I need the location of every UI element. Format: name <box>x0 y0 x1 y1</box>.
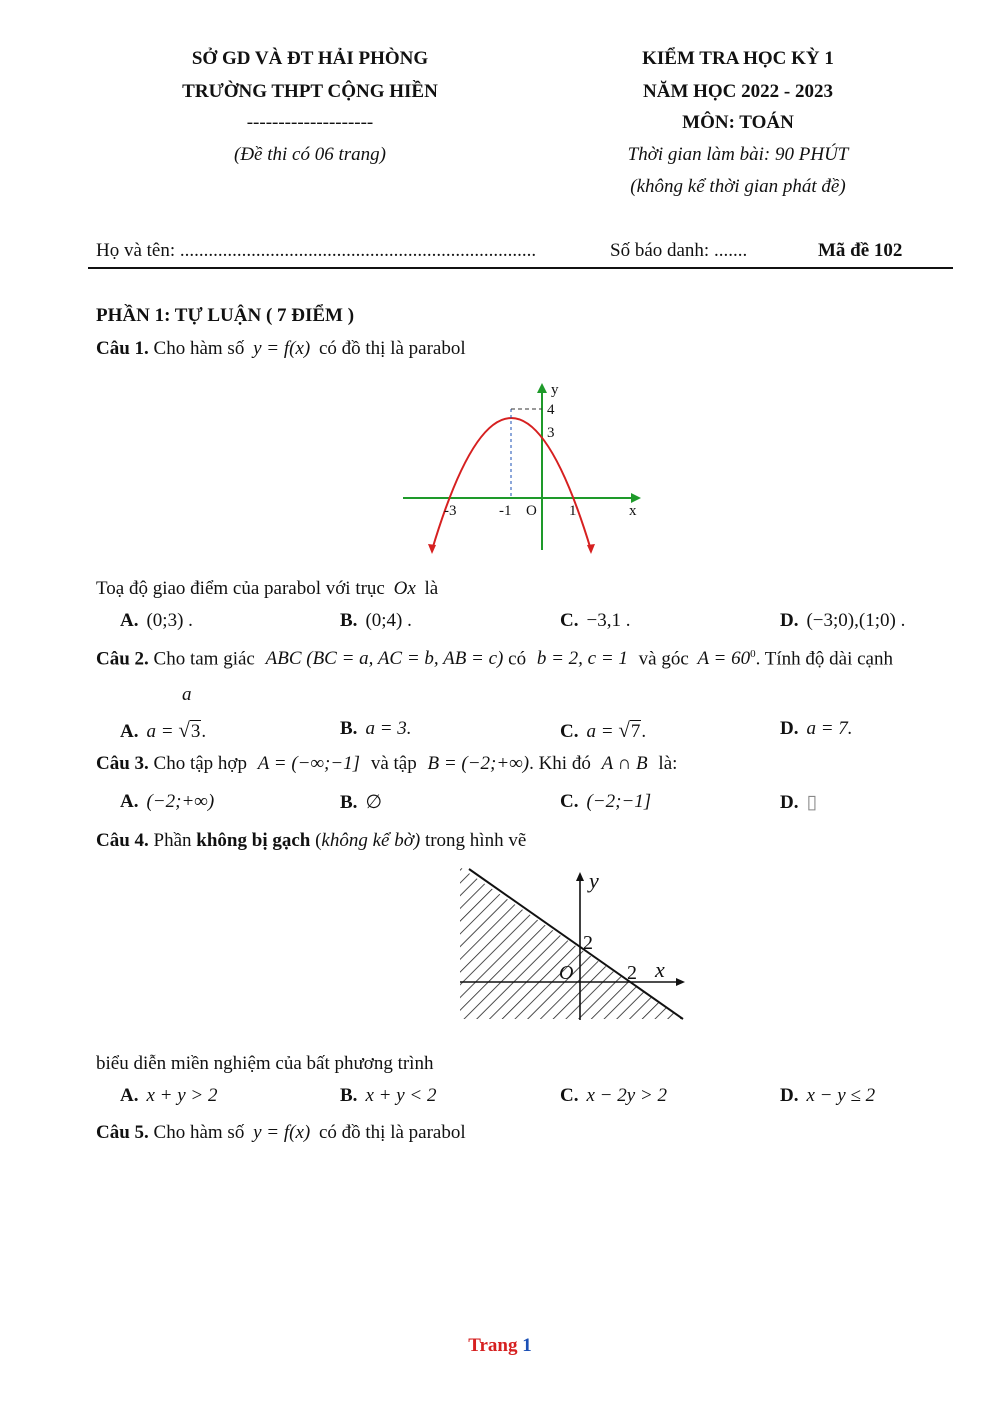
option-label: A. <box>120 1085 139 1106</box>
question-number: Câu 4. <box>96 830 149 851</box>
degree-sup: 0 <box>750 648 756 660</box>
page-count-note: (Đề thi có 06 trang) <box>234 144 386 165</box>
question-2-stem <box>96 648 893 670</box>
q3-option-a[interactable] <box>120 791 214 813</box>
y-tick-3: 3 <box>547 425 555 441</box>
option-label: A. <box>120 791 139 812</box>
option-label: B. <box>340 792 358 813</box>
inequality-graph-q4 <box>455 862 690 1022</box>
student-line-rule <box>88 267 953 269</box>
option-label: A. <box>120 721 139 742</box>
option-text: x − 2y > 2 <box>586 1085 667 1106</box>
option-label: D. <box>780 610 799 631</box>
option-label: C. <box>560 791 579 812</box>
part-title: PHẦN 1: TỰ LUẬN ( 7 ĐIỂM ) <box>96 305 355 326</box>
q3-option-d[interactable] <box>780 791 817 814</box>
q2-option-d[interactable] <box>780 718 853 740</box>
angle-expr: A = 60 <box>697 648 751 670</box>
option-label: B. <box>340 718 358 739</box>
y-axis-label: y <box>589 868 599 893</box>
option-label: D. <box>780 718 799 739</box>
triangle-expr: ABC (BC = a, AC = b, AB = c) <box>265 648 504 670</box>
stem-italic-text: không kể bờ) <box>321 830 421 851</box>
stem-text: . Khi đó <box>529 753 591 774</box>
student-id-field[interactable]: Số báo danh: ....... <box>610 240 748 261</box>
school-department: SỞ GD VÀ ĐT HẢI PHÒNG <box>191 48 429 69</box>
option-text: a = <box>146 721 174 742</box>
q1-option-c[interactable] <box>560 610 630 632</box>
option-label: C. <box>560 610 579 631</box>
sqrt-sign: √ <box>178 718 190 742</box>
question-number: Câu 1. <box>96 338 149 359</box>
option-text: x + y < 2 <box>365 1085 437 1106</box>
x-tick-neg3: -3 <box>444 503 457 519</box>
y-axis-label: y <box>551 382 559 398</box>
question-4-stem <box>96 830 526 852</box>
x-tick-neg1: -1 <box>499 503 512 519</box>
set-a-expr: A = (−∞;−1] <box>257 753 361 774</box>
q3-option-b[interactable] <box>340 791 382 814</box>
q1-option-a[interactable] <box>120 610 193 632</box>
option-label: B. <box>340 610 358 631</box>
sides-expr: b = 2, c = 1 <box>536 648 628 670</box>
question-number: Câu 3. <box>96 753 149 774</box>
q2-option-b[interactable] <box>340 718 412 740</box>
option-text: (−2;−1] <box>586 791 652 812</box>
x-axis-label: x <box>629 503 637 519</box>
prompt-text: là <box>424 578 439 599</box>
option-text: (−3;0),(1;0) . <box>806 610 906 631</box>
stem-text: Cho hàm số <box>153 338 245 359</box>
x-tick-2: 2 <box>627 962 637 984</box>
q4-option-b[interactable] <box>340 1085 436 1107</box>
question-number: Câu 2. <box>96 648 149 670</box>
stem-text: có đồ thị là parabol <box>318 1122 466 1143</box>
page-number <box>0 1335 1000 1357</box>
q1-option-b[interactable] <box>340 610 412 632</box>
stem-text: có <box>508 648 527 670</box>
stem-text: Cho hàm số <box>153 1122 245 1143</box>
question-3-stem <box>96 753 677 775</box>
option-text: ▯ <box>806 792 817 813</box>
option-text: x + y > 2 <box>146 1085 218 1106</box>
option-text: . <box>201 721 207 742</box>
option-text: x − y ≤ 2 <box>806 1085 876 1106</box>
q1-option-d[interactable] <box>780 610 905 632</box>
option-label: D. <box>780 1085 799 1106</box>
sqrt-sign: √ <box>618 718 630 742</box>
stem-bold-text: không bị gạch <box>196 830 311 851</box>
y-tick-4: 4 <box>547 402 555 418</box>
parabol-graph-q1 <box>395 378 650 560</box>
question-1-stem <box>96 338 466 360</box>
sqrt-radicand: 3 <box>190 721 201 742</box>
option-text: ∅ <box>365 792 382 813</box>
origin-label: O <box>526 503 537 519</box>
question-2-variable: a <box>182 684 192 705</box>
header-divider: -------------------- <box>246 112 374 133</box>
option-text: −3,1 . <box>586 610 631 631</box>
school-year: NĂM HỌC 2022 - 2023 <box>643 81 833 102</box>
subject: MÔN: TOÁN <box>682 112 794 133</box>
stem-text: và tập <box>370 753 417 774</box>
option-text: (0;4) . <box>365 610 412 631</box>
option-text: . <box>641 721 647 742</box>
school-name: TRƯỜNG THPT CỘNG HIỀN <box>182 81 438 102</box>
x-tick-1: 1 <box>569 503 577 519</box>
option-label: C. <box>560 721 579 742</box>
exam-title: KIỂM TRA HỌC KỲ 1 <box>642 48 834 69</box>
y-tick-2: 2 <box>583 932 593 954</box>
duration-note: (không kể thời gian phát đề) <box>630 176 846 197</box>
q4-option-a[interactable] <box>120 1085 218 1107</box>
student-name-field[interactable]: Họ và tên: ........................................................................... <box>96 240 537 261</box>
option-label: A. <box>120 610 139 631</box>
option-text: a = 7. <box>806 718 853 739</box>
option-text: a = <box>586 721 614 742</box>
option-label: D. <box>780 792 799 813</box>
origin-label: O <box>559 962 574 984</box>
stem-text: Phần <box>153 830 192 851</box>
q3-option-c[interactable] <box>560 791 651 813</box>
stem-text: là: <box>658 753 678 774</box>
q2-option-c[interactable] <box>560 718 646 743</box>
page-value: 1 <box>522 1335 532 1356</box>
question-5-stem <box>96 1122 466 1144</box>
option-text: (0;3) . <box>146 610 193 631</box>
stem-text: . Tính độ dài cạnh <box>755 648 893 670</box>
stem-text: ( <box>315 830 322 851</box>
exam-duration: Thời gian làm bài: 90 PHÚT <box>627 144 849 165</box>
option-label: C. <box>560 1085 579 1106</box>
stem-text: có đồ thị là parabol <box>318 338 466 359</box>
stem-text: Cho tập hợp <box>153 753 247 774</box>
function-expr: y = f(x) <box>253 1122 311 1143</box>
q2-option-a[interactable] <box>120 718 206 743</box>
page-word: Trang <box>468 1335 518 1356</box>
option-text: a = 3. <box>365 718 412 739</box>
exam-code: Mã đề 102 <box>818 240 903 261</box>
stem-text: Cho tam giác <box>153 648 255 670</box>
intersection-expr: A ∩ B <box>601 753 648 774</box>
question-1-prompt <box>96 578 438 600</box>
q4-option-c[interactable] <box>560 1085 667 1107</box>
x-axis-label: x <box>655 957 665 982</box>
question-4-tail: biểu diễn miền nghiệm của bất phương trình <box>96 1053 434 1074</box>
option-text: (−2;+∞) <box>146 791 215 812</box>
stem-text: và góc <box>638 648 689 670</box>
axis-name: Ox <box>393 578 416 599</box>
function-expr: y = f(x) <box>253 338 311 359</box>
question-number: Câu 5. <box>96 1122 149 1143</box>
prompt-text: Toạ độ giao điểm của parabol với trục <box>96 578 385 599</box>
option-label: B. <box>340 1085 358 1106</box>
q4-option-d[interactable] <box>780 1085 875 1107</box>
set-b-expr: B = (−2;+∞) <box>427 753 530 774</box>
stem-text: trong hình vẽ <box>424 830 527 851</box>
sqrt-radicand: 7 <box>630 721 641 742</box>
